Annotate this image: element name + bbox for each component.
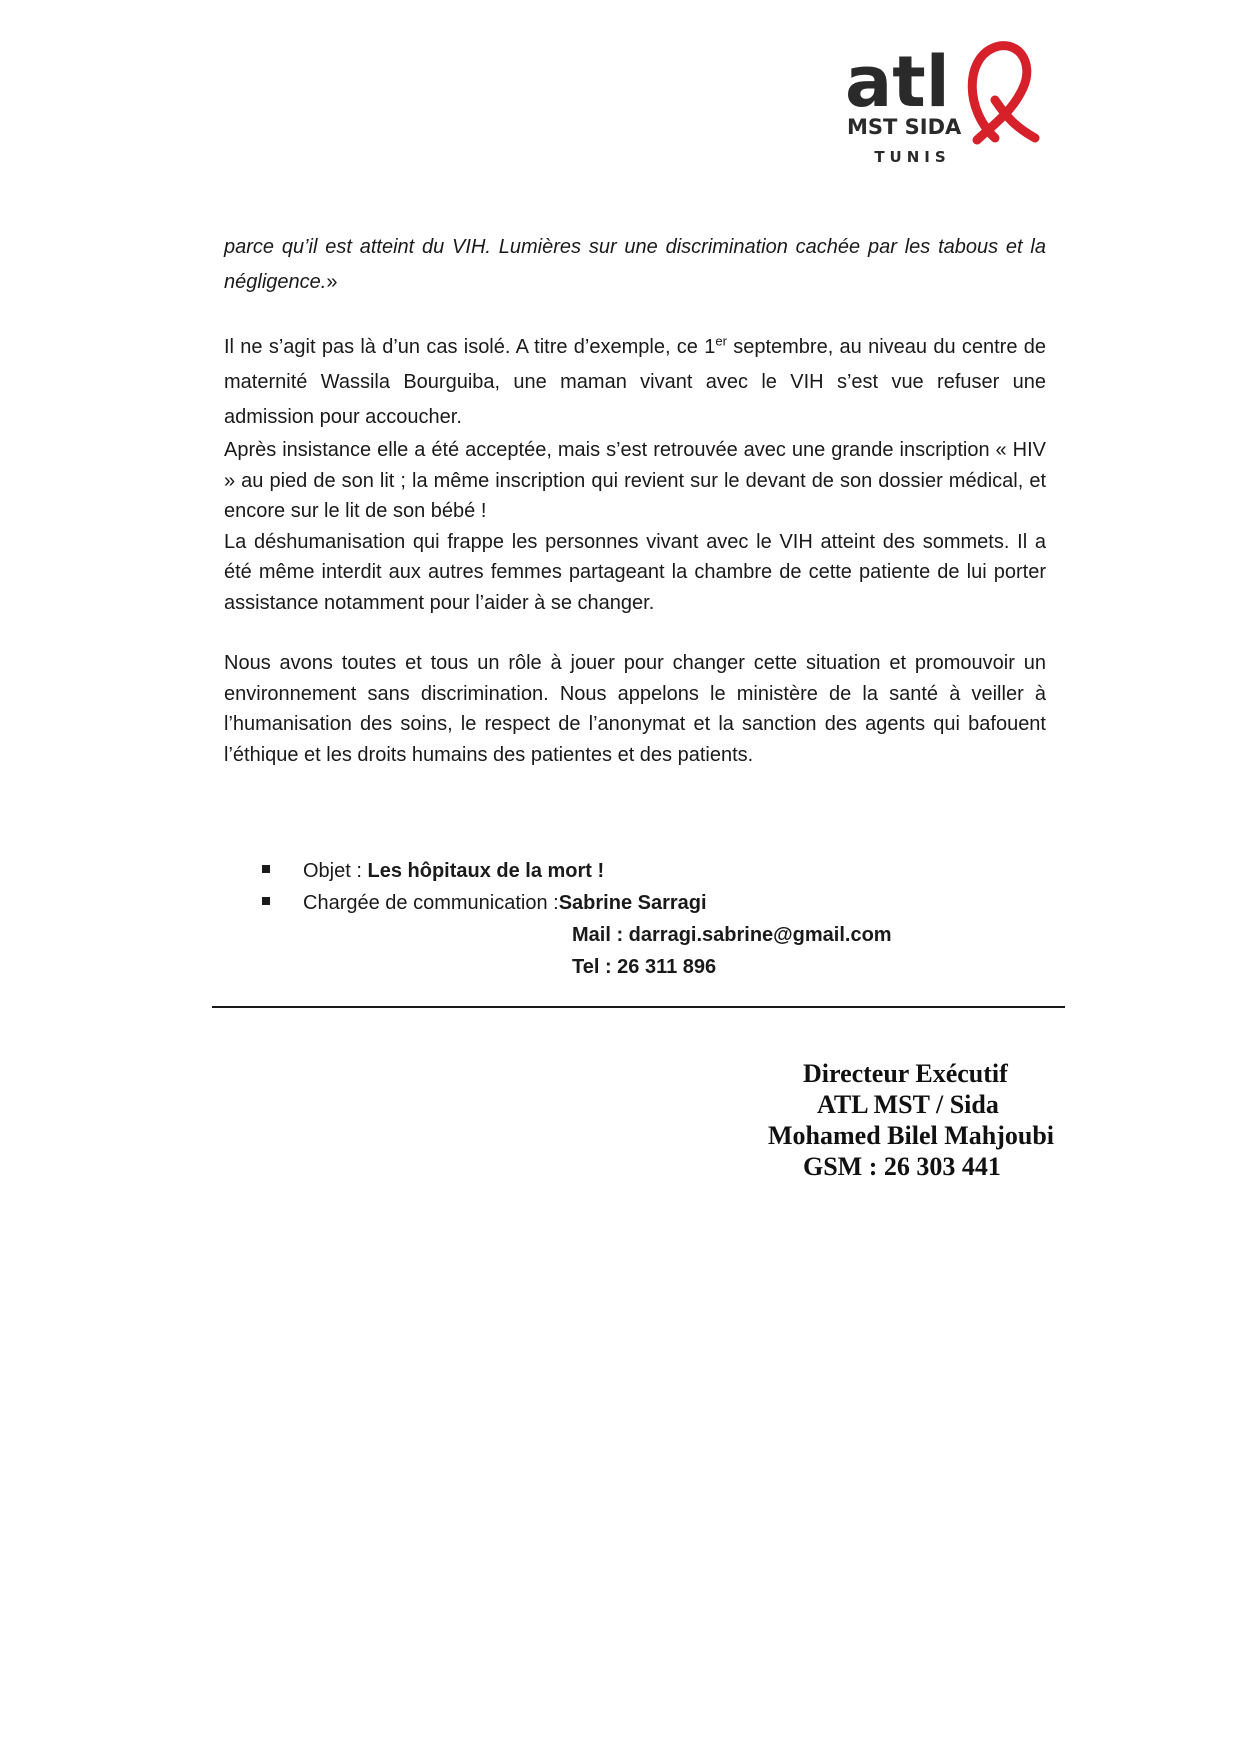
atl-logo	[845, 40, 1045, 175]
object-label: Objet :	[303, 860, 362, 882]
list-item-object	[262, 855, 1022, 887]
object-value: Les hôpitaux de la mort !	[367, 860, 605, 882]
bullet-square-icon	[262, 897, 270, 905]
quote-text: parce qu’il est atteint du VIH. Lumières sur une discrimination cachée par les tabous et la négligence.	[224, 236, 1046, 293]
contact-mail: Mail : darragi.sabrine@gmail.com	[572, 924, 892, 946]
paragraph-call-to-action: Nous avons toutes et tous un rôle à jouer pour changer cette situation et promouvoir un environnement sans discrimination. Nous appelons le ministère de la santé à veiller à l’humanisation des soins, le respect de l’anonymat et la sanction des agents qui bafouent l’éthique et les droits humains des patientes et des patients.	[224, 652, 1046, 766]
contact-name: Sabrine Sarragi	[558, 892, 707, 914]
paragraph-dehumanisation: La déshumanisation qui frappe les personnes vivant avec le VIH atteint des sommets. Il a été même interdit aux autres femmes partageant la chambre de cette patiente de lui porter assistance notamment pour l’aider à se changer.	[224, 530, 1046, 614]
signature-title: Directeur Exécutif	[803, 1059, 1008, 1088]
list-item-contact	[262, 887, 1022, 919]
signature-gsm: GSM : 26 303 441	[803, 1152, 1001, 1181]
paragraph-text: septembre, au niveau du centre de maternité Wassila Bourguiba, une maman vivant avec le VIH s’est vue refuser une admission pour accoucher.	[224, 336, 1046, 428]
signature-org: ATL MST / Sida	[817, 1090, 999, 1119]
paragraph-text: Il ne s’agit pas là d’un cas isolé. A titre d’exemple, ce 1	[224, 336, 716, 358]
logo-city: TUNIS	[874, 148, 951, 166]
horizontal-divider	[212, 1006, 1065, 1008]
signature-block	[760, 1058, 1080, 1182]
letter-body	[224, 230, 1046, 770]
bullet-square-icon	[262, 865, 270, 873]
info-block	[262, 855, 1022, 983]
signature-name: Mohamed Bilel Mahjoubi	[768, 1121, 1055, 1150]
logo-subtitle: MST SIDA	[847, 115, 962, 139]
red-ribbon-icon	[845, 40, 1045, 160]
contact-label: Chargée de communication :	[303, 892, 559, 914]
superscript-er: er	[715, 333, 727, 349]
paragraph-insistance: Après insistance elle a été acceptée, mais s’est retrouvée avec une grande inscription « HIV » au pied de son lit ; la même inscription qui revient sur le devant de son dossier médical, et encore sur le lit de son bébé !	[224, 439, 1046, 522]
quote-paragraph	[224, 230, 1046, 300]
quote-close: »	[326, 271, 338, 293]
contact-tel: Tel : 26 311 896	[572, 956, 717, 978]
paragraph-isolated-case	[224, 330, 1046, 435]
logo-word: atl	[845, 41, 950, 123]
